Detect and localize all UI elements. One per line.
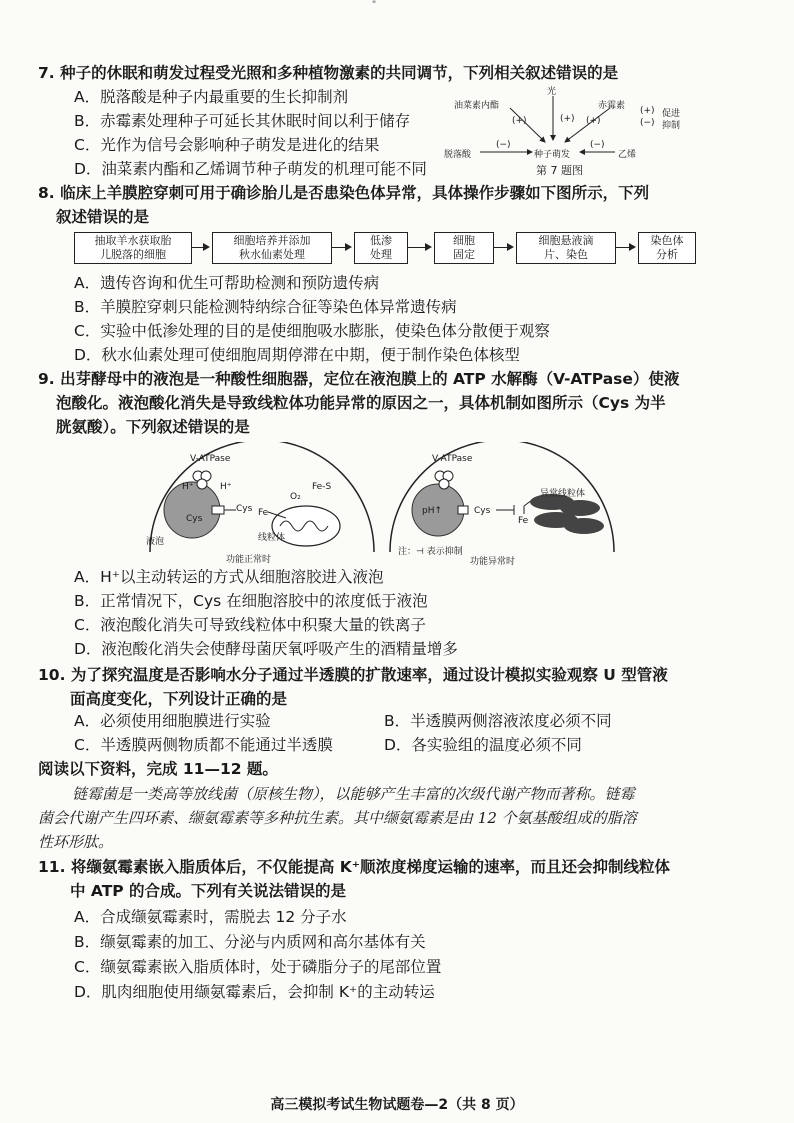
q7-option-b: B．赤霉素处理种子可延长其休眠时间以利于储存 [74, 112, 411, 130]
q7-sign-gibberellin: (+) [586, 116, 601, 126]
q8-flow-arrow [192, 247, 208, 248]
page-footer: 高三模拟考试生物试题卷—2（共 8 页） [270, 1097, 524, 1113]
q7-label-ethylene: 乙烯 [618, 150, 637, 160]
q8-flow-step-4: 细胞 固定 [434, 232, 494, 264]
q9-option-b: B．正常情况下，Cys 在细胞溶胶中的浓度低于液泡 [74, 592, 428, 610]
q9-label-mito: 线粒体 [258, 533, 286, 543]
q7-sign-brassinolide: (+) [512, 116, 527, 126]
q8-flow-step-2: 细胞培养并添加 秋水仙素处理 [212, 232, 332, 264]
q8-option-b: B．羊膜腔穿刺只能检测特纳综合征等染色体异常遗传病 [74, 298, 457, 316]
q9-label-cys-in: Cys [186, 514, 203, 524]
q7-label-germination: 种子萌发 [534, 150, 571, 160]
q9-label-abnormal: 功能异常时 [470, 557, 516, 567]
q10-option-c: C．半透膜两侧物质都不能通过半透膜 [74, 736, 333, 754]
q8-stem-line1: 8. 临床上羊膜腔穿刺可用于确诊胎儿是否患染色体异常，具体操作步骤如下图所示，下列 [38, 184, 650, 202]
q7-legend-plus: (+) [640, 106, 655, 116]
q8-flow-arrow [616, 247, 634, 248]
q8-flow-step-5: 细胞悬液滴 片、染色 [516, 232, 616, 264]
q8-flow-step-6: 染色体 分析 [638, 232, 696, 264]
q7-sign-light: (+) [560, 114, 575, 124]
q9-label-hplus-out: H⁺ [220, 482, 232, 492]
q7-caption: 第 7 题图 [536, 164, 583, 177]
q8-option-d: D．秋水仙素处理可使细胞周期停滞在中期，便于制作染色体核型 [74, 346, 520, 364]
q7-label-light: 光 [547, 87, 557, 97]
q9-label-vatpase: V-ATPase [190, 454, 231, 464]
q11-stem-line2: 中 ATP 的合成。下列有关说法错误的是 [70, 882, 347, 900]
q7-legend-inhibit: 抑制 [662, 121, 681, 131]
q7-stem: 7. 种子的休眠和萌发过程受光照和多种植物激素的共同调节，下列相关叙述错误的是 [38, 64, 619, 82]
q8-flow-arrow [332, 247, 350, 248]
q9-label-cys-3: Cys [474, 506, 491, 516]
q9-label-fe-2: Fe [518, 516, 529, 526]
q9-label-vacuole: 液泡 [146, 537, 165, 547]
q10-stem-line1: 10. 为了探究温度是否影响水分子通过半透膜的扩散速率，通过设计模拟实验观察 U 型管液 [38, 666, 668, 684]
q7-sign-ethylene: (−) [590, 140, 605, 150]
q10-option-d: D．各实验组的温度必须不同 [384, 736, 582, 754]
q9-label-normal: 功能正常时 [226, 555, 272, 565]
q10-option-b: B．半透膜两侧溶液浓度必须不同 [384, 712, 612, 730]
q9-stem-line1: 9. 出芽酵母中的液泡是一种酸性细胞器，定位在液泡膜上的 ATP 水解酶（V-ATPase）使液 [38, 370, 680, 388]
q9-label-hplus-in: H⁺ [182, 482, 194, 492]
q8-option-a: A．遗传咨询和优生可帮助检测和预防遗传病 [74, 274, 380, 292]
reading-line-3: 性环形肽。 [38, 833, 114, 851]
q7-option-a: A．脱落酸是种子内最重要的生长抑制剂 [74, 88, 349, 106]
q11-option-d: D．肌肉细胞使用缬氨霉素后，会抑制 K⁺的主动转运 [74, 983, 435, 1001]
q7-legend-promote: 促进 [662, 109, 681, 119]
q7-label-brassinolide: 油菜素内酯 [454, 101, 500, 111]
q11-stem-line1: 11. 将缬氨霉素嵌入脂质体后，不仅能提高 K⁺顺浓度梯度运输的速率，而且还会抑制线粒体 [38, 858, 670, 876]
q7-option-d: D．油菜素内酯和乙烯调节种子萌发的机理可能不同 [74, 160, 427, 178]
q9-label-fes: Fe-S [312, 482, 332, 492]
q11-option-b: B．缬氨霉素的加工、分泌与内质网和高尔基体有关 [74, 933, 426, 951]
q8-flow-step-3: 低渗 处理 [354, 232, 408, 264]
q7-legend-minus: (−) [640, 118, 655, 128]
q8-stem-line2: 叙述错误的是 [56, 208, 150, 226]
reading-line-2: 菌会代谢产生四环素、缬氨霉素等多种抗生素。其中缬氨霉素是由 12 个氨基酸组成的脂溶 [38, 809, 637, 827]
q9-stem-line2: 泡酸化。液泡酸化消失是导致线粒体功能异常的原因之一，具体机制如图所示（Cys 为半 [56, 394, 666, 412]
q9-label-ph: pH↑ [422, 506, 443, 516]
q7-option-c: C．光作为信号会影响种子萌发是进化的结果 [74, 136, 380, 154]
q9-option-a: A．H⁺以主动转运的方式从细胞溶胶进入液泡 [74, 568, 384, 586]
q9-option-c: C．液泡酸化消失可导致线粒体中积聚大量的铁离子 [74, 616, 426, 634]
q11-option-c: C．缬氨霉素嵌入脂质体时，处于磷脂分子的尾部位置 [74, 958, 442, 976]
q7-sign-aba: (−) [496, 140, 511, 150]
q7-label-aba: 脱落酸 [444, 150, 472, 160]
q9-stem-line3: 胱氨酸）。下列叙述错误的是 [56, 418, 250, 436]
q10-stem-line2: 面高度变化，下列设计正确的是 [70, 690, 288, 708]
q9-option-d: D．液泡酸化消失会使酵母菌厌氧呼吸产生的酒精量增多 [74, 640, 458, 658]
top-mark: " [372, 0, 377, 10]
q7-label-gibberellin: 赤霉素 [598, 101, 626, 111]
reading-line-1: 链霉菌是一类高等放线菌（原核生物），以能够产生丰富的次级代谢产物而著称。链霉 [72, 785, 635, 803]
q8-flow-arrow [494, 247, 512, 248]
q11-option-a: A．合成缬氨霉素时，需脱去 12 分子水 [74, 908, 347, 926]
q9-label-cys-out: Cys [236, 504, 253, 514]
reading-heading: 阅读以下资料，完成 11—12 题。 [38, 760, 278, 778]
q9-label-o2: O₂ [290, 492, 301, 502]
q8-flow-arrow [408, 247, 430, 248]
q8-flow-step-1: 抽取羊水获取胎 儿脱落的细胞 [74, 232, 192, 264]
q9-figure [140, 442, 620, 566]
q7-figure [440, 84, 700, 180]
q10-option-a: A．必须使用细胞膜进行实验 [74, 712, 271, 730]
q9-label-fe: Fe [258, 508, 269, 518]
q8-option-c: C．实验中低渗处理的目的是使细胞吸水膨胀，使染色体分散便于观察 [74, 322, 550, 340]
q9-label-abnormal-mito: 异常线粒体 [540, 489, 586, 499]
q9-note: 注：⊣ 表示抑制 [398, 547, 463, 557]
q9-label-vatpase-2: V-ATPase [432, 454, 473, 464]
